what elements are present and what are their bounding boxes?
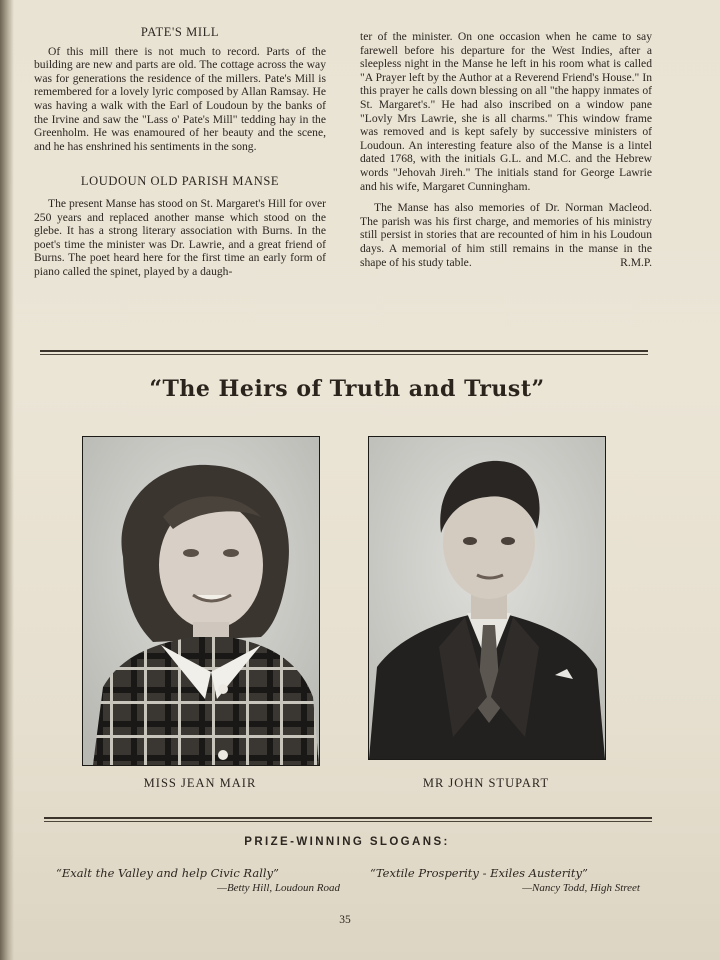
slogan-1-credit: —Betty Hill, Loudoun Road bbox=[217, 882, 340, 894]
slogan-2-credit: —Nancy Todd, High Street bbox=[522, 882, 640, 894]
caption-jean-mair: MISS JEAN MAIR bbox=[143, 776, 257, 790]
slogan-2: “Textile Prosperity - Exiles Austerity” bbox=[370, 866, 588, 880]
right-text-column bbox=[360, 30, 652, 269]
page-number: 35 bbox=[339, 914, 351, 926]
photo-john-stupart bbox=[368, 436, 606, 760]
page-edge-shadow bbox=[0, 0, 14, 960]
divider-bottom bbox=[44, 817, 652, 819]
slogan-1: “Exalt the Valley and help Civic Rally” bbox=[56, 866, 279, 880]
photo-jean-mair bbox=[82, 436, 320, 766]
article-title-manse: LOUDOUN OLD PARISH MANSE bbox=[80, 174, 280, 189]
caption-john-stupart: MR JOHN STUPART bbox=[422, 776, 550, 790]
divider-top-thin bbox=[40, 354, 648, 355]
feature-heading: “The Heirs of Truth and Trust” bbox=[149, 376, 545, 402]
divider-bottom-thin bbox=[44, 821, 652, 822]
manse-paragraph-macleod bbox=[360, 201, 652, 269]
pates-mill-paragraph: Of this mill there is not much to record. Parts of the building are new and parts are old. The cottage across the way was for generations the residence of the millers. Pate's Mill is remembered for a lovely lyric composed by Allan Ramsay. He was having a walk with the Earl of Loudoun by the banks of the Irvine and saw the "Lass o' Pate's Mill" tedding hay in the Greenholm. He was enamoured of her beauty and the scene, and he has enshrined his sentiments in the song. bbox=[34, 44, 326, 153]
author-signature: R.M.P. bbox=[620, 255, 652, 269]
macleod-text: The Manse has also memories of Dr. Norman Macleod. The parish was his first charge, and memories of his ministry still persist in stories that are recounted of him in his Loudoun days. A memorial of him still remains in the manse in the shape of his study table. bbox=[360, 201, 652, 269]
article-title-pates-mill: PATE'S MILL bbox=[140, 25, 220, 39]
portrait-man-image bbox=[369, 437, 605, 759]
prize-slogans-title: PRIZE-WINNING SLOGANS: bbox=[244, 836, 450, 848]
manse-paragraph-start: The present Manse has stood on St. Margaret's Hill for over 250 years and replaced another manse which stood on the glebe. It has a strong literary association with Burns. In the poet's time the minister was Dr. Lawrie, and a great friend of Burns. The poet heard here for the first time an early form of piano called the spinet, played by a daugh- bbox=[34, 196, 326, 278]
divider-top bbox=[40, 350, 648, 352]
portrait-woman-image bbox=[83, 437, 319, 765]
left-text-column bbox=[34, 26, 326, 279]
manse-paragraph-continued: ter of the minister. On one occasion when he came to say farewell before his departure for the West Indies, after a sleepless night in the Manse he left in his room what is called "A Prayer left by the Author at a Reverend Friend's House." In this prayer he calls down blessing on all "the happy inmates of St. Margaret's." He had also inscribed on a window pane "Lovly Mrs Lawrie, she is all charms." This window frame was removed and is kept safely by successive ministers of Loudoun. An interesting feature also of the Manse is a lintel dated 1768, with the initials G.L. and M.C. and the Hebrew words "Jehovah Jireh." The initials stand for George Lawrie and his wife, Margaret Cunningham. bbox=[360, 30, 652, 193]
